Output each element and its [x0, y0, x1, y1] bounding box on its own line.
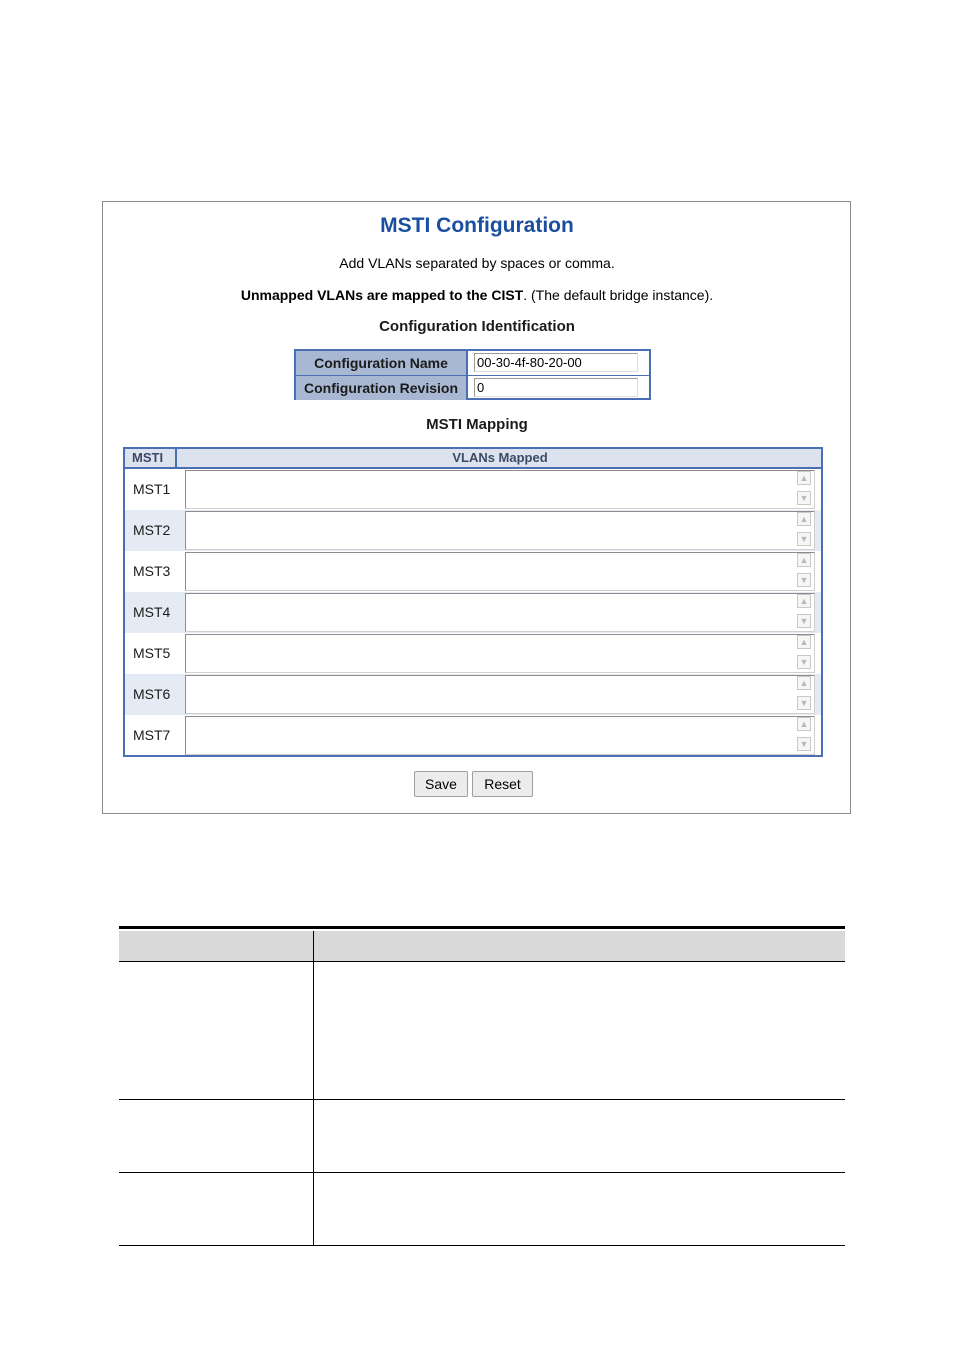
- table-row: [125, 592, 821, 633]
- scroll-up-icon[interactable]: ▲: [797, 676, 811, 690]
- cist-note-rest: . (The default bridge instance).: [523, 287, 714, 303]
- cist-note-bold: Unmapped VLANs are mapped to the CIST: [240, 287, 524, 303]
- msti-mapping-heading: MSTI Mapping: [426, 416, 528, 433]
- reset-button[interactable]: Reset: [472, 771, 533, 797]
- save-button[interactable]: Save: [414, 771, 468, 797]
- scroll-down-icon[interactable]: ▼: [797, 696, 811, 710]
- config-name-row: [296, 351, 649, 375]
- msti-mapping-header: [125, 449, 821, 469]
- vlans-mapped-textarea[interactable]: [185, 593, 815, 632]
- description-table: [119, 926, 845, 1246]
- column-divider: [313, 931, 314, 1246]
- table-row: [125, 633, 821, 674]
- msti-label: MST1: [133, 481, 171, 497]
- msti-mapping-table: [123, 447, 823, 757]
- textarea-scrollbar[interactable]: [797, 717, 811, 751]
- config-revision-row: [296, 375, 649, 400]
- scroll-up-icon[interactable]: ▲: [797, 717, 811, 731]
- textarea-scrollbar[interactable]: [797, 594, 811, 628]
- msti-label: MST7: [133, 727, 171, 743]
- vlans-mapped-textarea[interactable]: [185, 511, 815, 550]
- cist-note: [0, 287, 954, 303]
- vlans-mapped-textarea[interactable]: [185, 552, 815, 591]
- config-revision-input[interactable]: 0: [474, 378, 638, 397]
- scroll-up-icon[interactable]: ▲: [797, 635, 811, 649]
- textarea-scrollbar[interactable]: [797, 471, 811, 505]
- table-row: [125, 551, 821, 592]
- scroll-down-icon[interactable]: ▼: [797, 532, 811, 546]
- table-header-row: [119, 931, 845, 961]
- scroll-down-icon[interactable]: ▼: [797, 491, 811, 505]
- msti-label: MST5: [133, 645, 171, 661]
- instruction-text: Add VLANs separated by spaces or comma.: [339, 255, 615, 271]
- config-name-input[interactable]: 00-30-4f-80-20-00: [474, 353, 638, 372]
- page-title: MSTI Configuration: [380, 214, 574, 237]
- scroll-up-icon[interactable]: ▲: [797, 594, 811, 608]
- scroll-up-icon[interactable]: ▲: [797, 471, 811, 485]
- vlans-mapped-textarea[interactable]: [185, 675, 815, 714]
- row-divider: [119, 1172, 845, 1173]
- scroll-down-icon[interactable]: ▼: [797, 737, 811, 751]
- table-row: [125, 715, 821, 756]
- table-row: [125, 510, 821, 551]
- msti-label: MST3: [133, 563, 171, 579]
- row-divider: [119, 1245, 845, 1246]
- scroll-up-icon[interactable]: ▲: [797, 553, 811, 567]
- scroll-up-icon[interactable]: ▲: [797, 512, 811, 526]
- vlans-mapped-textarea[interactable]: [185, 634, 815, 673]
- config-identification-heading: Configuration Identification: [379, 318, 575, 335]
- table-row: [125, 469, 821, 510]
- scroll-down-icon[interactable]: ▼: [797, 573, 811, 587]
- config-revision-label: Configuration Revision: [296, 376, 468, 400]
- config-name-label: Configuration Name: [296, 351, 468, 375]
- textarea-scrollbar[interactable]: [797, 512, 811, 546]
- textarea-scrollbar[interactable]: [797, 635, 811, 669]
- msti-label: MST4: [133, 604, 171, 620]
- scroll-down-icon[interactable]: ▼: [797, 655, 811, 669]
- vlans-mapped-textarea[interactable]: [185, 716, 815, 755]
- row-divider: [119, 1099, 845, 1100]
- textarea-scrollbar[interactable]: [797, 676, 811, 710]
- column-header-vlans-mapped: VLANs Mapped: [452, 450, 548, 465]
- scroll-down-icon[interactable]: ▼: [797, 614, 811, 628]
- row-divider: [119, 961, 845, 962]
- vlans-mapped-textarea[interactable]: [185, 470, 815, 509]
- table-top-rule: [119, 926, 845, 929]
- msti-label: MST2: [133, 522, 171, 538]
- msti-label: MST6: [133, 686, 171, 702]
- textarea-scrollbar[interactable]: [797, 553, 811, 587]
- table-row: [125, 674, 821, 715]
- config-identification-table: [294, 349, 651, 400]
- column-header-msti: MSTI: [125, 449, 177, 467]
